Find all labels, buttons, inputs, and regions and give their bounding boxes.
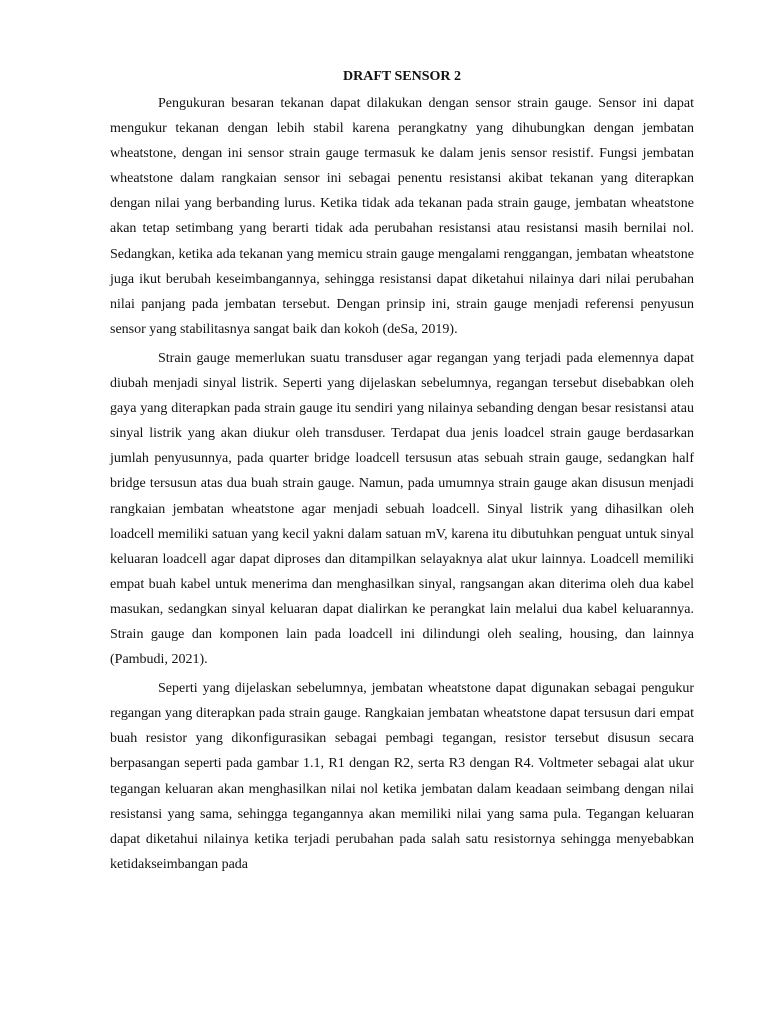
paragraph-3: Seperti yang dijelaskan sebelumnya, jembatan wheatstone dapat digunakan sebagai pengukur regangan yang diterapkan pada strain gauge. Rangkaian jembatan wheatstone dapat tersusun dari empat buah resistor yang dikonfigurasikan sebagai pembagi tegangan, resistor tersebut disusun secara berpasangan seperti pada gambar 1.1, R1 dengan R2, serta R3 dengan R4. Voltmeter sebagai alat ukur tegangan keluaran akan menghasilkan nilai nol ketika jembatan dalam keadaan seimbang dengan nilai resistansi yang sama, sehingga tegangannya akan memiliki nilai yang sama pula. Tegangan keluaran dapat diketahui nilainya ketika terjadi perubahan pada salah satu resistornya sehingga menyebabkan ketidakseimbangan pada bbox=[110, 681, 694, 872]
paragraph-2: Strain gauge memerlukan suatu transduser agar regangan yang terjadi pada elemennya dapat diubah menjadi sinyal listrik. Seperti yang dijelaskan sebelumnya, regangan tersebut disebabkan oleh gaya yang diterapkan pada strain gauge itu sendiri yang nilainya sebanding dengan besar resistansi atau sinyal listrik yang akan diukur oleh transduser. Terdapat dua jenis loadcel strain gauge berdasarkan jumlah penyusunnya, pada quarter bridge loadcell tersusun atas sebuah strain gauge, sedangkan half bridge tersusun atas dua buah strain gauge. Namun, pada umumnya strain gauge akan disusun menjadi rangkaian jembatan wheatstone agar menjadi sebuah loadcell. Sinyal listrik yang dihasilkan oleh loadcell memiliki satuan yang kecil yakni dalam satuan mV, karena itu dibutuhkan penguat untuk sinyal keluaran loadcell agar dapat diproses dan ditampilkan selayaknya alat ukur lainnya. Loadcell memiliki empat buah kabel untuk menerima dan menghasilkan sinyal, rangsangan akan diterima oleh dua kabel masukan, sedangkan sinyal keluaran dapat dialirkan ke perangkat lain melalui dua kabel keluarannya. Strain gauge dan komponen lain pada loadcell ini dilindungi oleh sealing, housing, dan lainnya (Pambudi, 2021). bbox=[110, 350, 694, 668]
document-title: DRAFT SENSOR 2 bbox=[343, 69, 461, 84]
paragraph-1: Pengukuran besaran tekanan dapat dilakukan dengan sensor strain gauge. Sensor ini dapat mengukur tekanan dengan lebih stabil karena perangkatny yang dihubungkan dengan jembatan wheatstone, dengan ini sensor strain gauge termasuk ke dalam jenis sensor resistif. Fungsi jembatan wheatstone dalam rangkaian sensor ini sebagai penentu resistansi akibat tekanan yang diterapkan dengan nilai yang berbanding lurus. Ketika tidak ada tekanan pada strain gauge, jembatan wheatstone akan tetap setimbang yang berarti tidak ada perubahan resistansi atau resistansi masih bernilai nol. Sedangkan, ketika ada tekanan yang memicu strain gauge mengalami renggangan, jembatan wheatstone juga ikut berubah keseimbangannya, sehingga resistansi dapat diketahui nilainya dari nilai perubahan nilai panjang pada jembatan tersebut. Dengan prinsip ini, strain gauge menjadi referensi penyusun sensor yang stabilitasnya sangat baik dan kokoh (deSa, 2019). bbox=[110, 96, 694, 337]
